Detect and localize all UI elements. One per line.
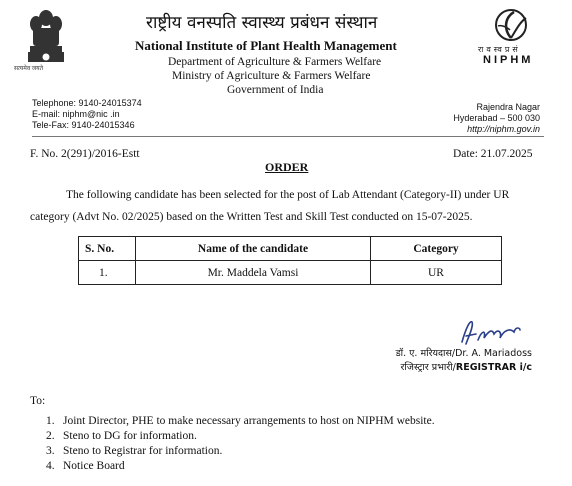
table-header-row <box>79 237 502 261</box>
handwritten-signature <box>456 318 522 346</box>
item-number: 1. <box>46 415 55 427</box>
address-line-2: Hyderabad – 500 030 <box>453 113 540 123</box>
email: E-mail: niphm@nic .in <box>32 109 120 119</box>
niphm-logo-icon <box>486 8 536 42</box>
department-line: Department of Agriculture & Farmers Welfare <box>168 56 382 68</box>
list-item <box>46 459 435 474</box>
column-header-category: Category <box>371 237 502 261</box>
signatory-designation <box>401 360 532 373</box>
government-line: Government of India <box>227 84 324 96</box>
file-number: F. No. 2(291)/2016-Estt <box>30 148 140 160</box>
institute-title-hindi: राष्ट्रीय वनस्पति स्वास्थ्य प्रबंधन संस्थान <box>146 13 378 33</box>
order-date: Date: 21.07.2025 <box>453 148 533 160</box>
telephone: Telephone: 9140-24015374 <box>32 98 142 108</box>
address-line-1: Rajendra Nagar <box>476 102 540 112</box>
designation-hindi: रजिस्ट्रार प्रभारी/ <box>400 362 456 373</box>
ministry-line: Ministry of Agriculture & Farmers Welfare <box>172 70 371 82</box>
header-divider <box>32 136 544 137</box>
column-header-sno: S. No. <box>79 237 136 261</box>
candidate-table <box>78 236 502 285</box>
item-number: 2. <box>46 430 55 442</box>
list-item <box>46 444 435 459</box>
logo-hindi-text: रा व स्व प्र सं <box>478 45 519 54</box>
item-text: Notice Board <box>63 460 125 472</box>
item-text: Steno to Registrar for information. <box>63 445 223 457</box>
designation-english: REGISTRAR i/c <box>455 362 532 373</box>
signatory-name: डॉ. ए. मरियदास/Dr. A. Mariadoss <box>395 348 532 359</box>
website-link[interactable]: http://niphm.gov.in <box>467 124 540 134</box>
telefax: Tele-Fax: 9140-24015346 <box>32 120 135 130</box>
order-heading: ORDER <box>265 160 309 174</box>
item-number: 3. <box>46 445 55 457</box>
logo-text: NIPHM <box>483 54 534 66</box>
emblem-motto: सत्यमेव जयते <box>14 66 44 72</box>
list-item <box>46 429 435 444</box>
distribution-list <box>46 414 435 474</box>
cell-category: UR <box>371 261 502 285</box>
list-item <box>46 414 435 429</box>
order-paragraph: The following candidate has been selected for the post of Lab Attendant (Category-II) under UR category (Advt No. 02/2025) based on the Written Test and Skill Test conducted on 15-07-2025. <box>30 189 510 223</box>
to-label: To: <box>30 395 46 407</box>
cell-candidate-name: Mr. Maddela Vamsi <box>136 261 371 285</box>
cell-sno: 1. <box>79 261 136 285</box>
item-text: Joint Director, PHE to make necessary arrangements to host on NIPHM website. <box>63 415 435 427</box>
item-text: Steno to DG for information. <box>63 430 197 442</box>
column-header-name: Name of the candidate <box>136 237 371 261</box>
item-number: 4. <box>46 460 55 472</box>
table-row <box>79 261 502 285</box>
institute-title: National Institute of Plant Health Management <box>135 38 397 53</box>
